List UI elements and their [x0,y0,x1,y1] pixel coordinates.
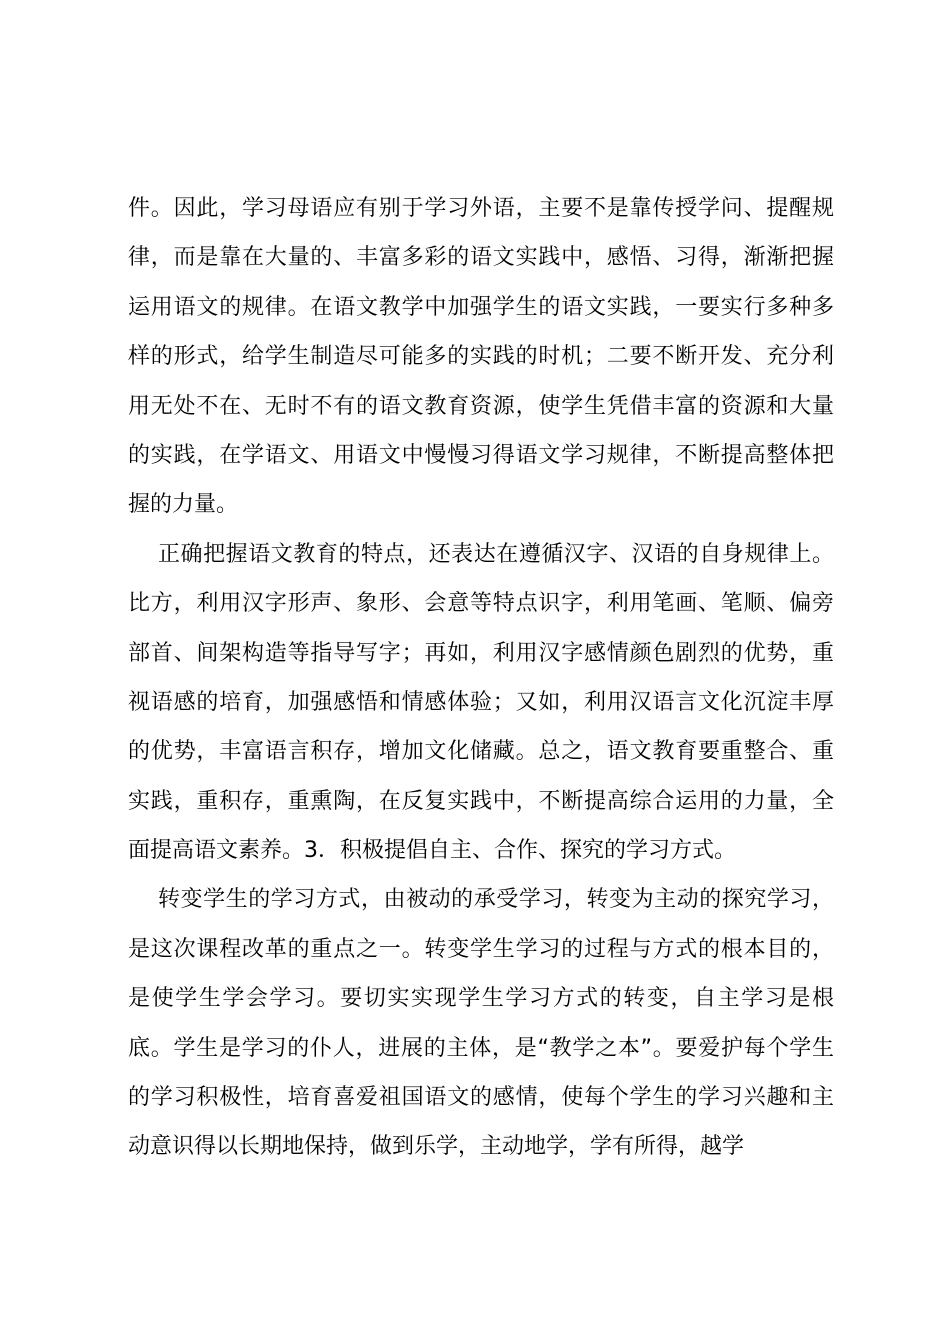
text-line: 律，而是靠在大量的、丰富多彩的语文实践中，感悟、习得，渐渐把握 [128,245,834,271]
text-line: 面提高语文素养。3．积极提倡自主、合作、探究的学习方式。 [128,838,736,864]
text-line: 握的力量。 [128,492,239,518]
text-line: 底。学生是学习的仆人，进展的主体，是“教学之本”。要爱护每个学生 [128,1035,834,1061]
text-line: 的优势，丰富语言积存，增加文化储藏。总之，语文教育要重整合、重 [128,739,834,765]
text-line: 的实践，在学语文、用语文中慢慢习得语文学习规律，不断提高整体把 [128,442,834,468]
text-line: 样的形式，给学生制造尽可能多的实践的时机；二要不断开发、充分利 [128,344,834,370]
text-line: 是使学生学会学习。要切实实现学生学习方式的转变，自主学习是根 [128,986,834,1012]
text-line: 运用语文的规律。在语文教学中加强学生的语文实践，一要实行多种多 [128,294,834,320]
text-line: 部首、间架构造等指导写字；再如，利用汉字感情颜色剧烈的优势，重 [128,640,834,666]
body-text [128,184,834,1172]
text-line: 比方，利用汉字形声、象形、会意等特点识字，利用笔画、笔顺、偏旁 [128,591,834,617]
paragraph-first-line: 转变学生的学习方式，由被动的承受学习，转变为主动的探究学习， [158,887,834,913]
paragraph-first-line: 正确把握语文教育的特点，还表达在遵循汉字、汉语的自身规律上。 [158,541,834,567]
text-line: 的学习积极性，培育喜爱祖国语文的感情，使每个学生的学习兴趣和主 [128,1085,834,1111]
text-line: 用无处不在、无时不有的语文教育资源，使学生凭借丰富的资源和大量 [128,393,834,419]
text-line: 件。因此，学习母语应有别于学习外语，主要不是靠传授学问、提醒规 [128,196,834,221]
text-line: 动意识得以长期地保持，做到乐学，主动地学，学有所得，越学 [128,1134,745,1160]
text-line: 视语感的培育，加强感悟和情感体验；又如，利用汉语言文化沉淀丰厚 [128,689,834,715]
text-line: 是这次课程改革的重点之一。转变学生学习的过程与方式的根本目的， [128,936,834,962]
text-line: 实践，重积存，重熏陶，在反复实践中，不断提高综合运用的力量，全 [128,788,834,814]
